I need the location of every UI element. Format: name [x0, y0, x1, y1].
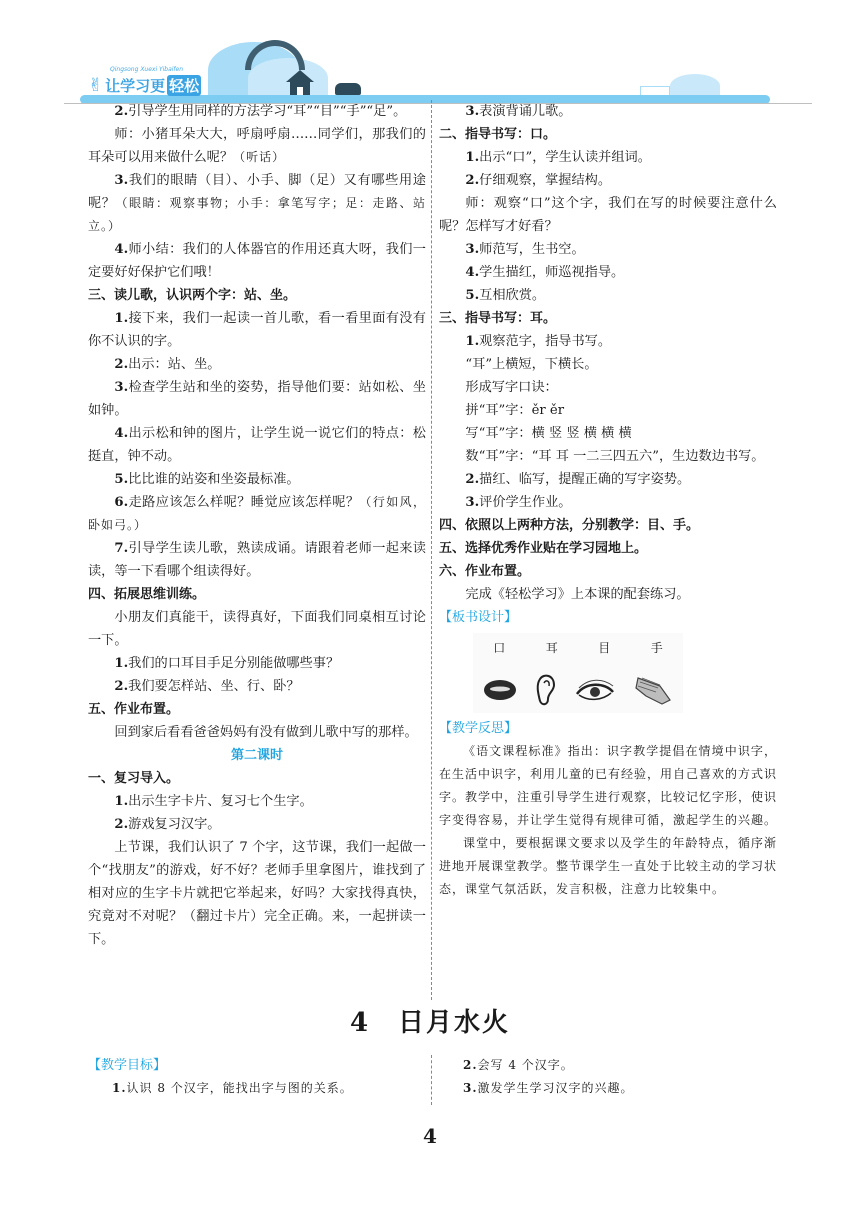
paragraph-text: 回到家后看看爸爸妈妈有没有做到儿歌中写的那样。: [114, 725, 418, 740]
rabbit-logo-icon: ✌: [88, 75, 104, 96]
item-number: 1.: [114, 656, 129, 671]
item-number: 2.: [114, 817, 129, 832]
item-number: 5.: [465, 288, 480, 303]
paragraph-text: 学生描红，师巡视指导。: [479, 265, 625, 280]
item-number: 3.: [114, 380, 129, 395]
logo-text: 让学习更: [105, 77, 166, 95]
answer-note: （行如风，卧如弓。）: [88, 495, 426, 532]
paragraph-text: 拼“耳”字：ěr ěr: [465, 403, 565, 418]
paragraph-text: 引导学生读儿歌，熟读成诵。请跟着老师一起来读读，等一下看哪个组读得好。: [88, 541, 426, 579]
lesson-period-title: 第二课时: [230, 748, 283, 763]
goal-item: [439, 1077, 777, 1100]
section-heading: 三、指导书写：耳。: [439, 311, 557, 326]
paragraph-text: 引导学生用同样的方法学习“耳”“目”“手”“足”。: [128, 104, 407, 119]
section-heading: 一、复习导入。: [88, 771, 180, 786]
paragraph: [88, 238, 426, 284]
item-number: 3.: [465, 242, 480, 257]
section-heading: 三、读儿歌，认识两个字：站、坐。: [88, 288, 297, 303]
answer-note: （眼睛：观察事物；小手：拿笔写字；足：走路、站立。）: [88, 196, 426, 233]
paragraph: [439, 376, 777, 399]
paragraph: [88, 169, 426, 238]
paragraph: [88, 836, 426, 951]
right-column: [439, 100, 777, 901]
paragraph: [439, 238, 777, 261]
hand-icon: [634, 674, 674, 706]
paragraph: [439, 583, 777, 606]
paragraph-text: 形成写字口诀：: [465, 380, 558, 395]
teaching-goals-left: [88, 1054, 426, 1100]
paragraph: [88, 468, 426, 491]
lesson-title: 4 日月水火: [349, 1008, 511, 1038]
item-number: 1.: [114, 311, 129, 326]
board-char: 手: [650, 641, 663, 655]
item-number: 2.: [465, 173, 480, 188]
teaching-goals-label: 【教学目标】: [88, 1058, 167, 1073]
logo: [88, 66, 201, 96]
paragraph: [439, 146, 777, 169]
paragraph-text: 互相欣赏。: [479, 288, 546, 303]
paragraph-text: 我们要怎样站、坐、行、卧？: [128, 679, 300, 694]
logo-highlight: 轻松: [169, 77, 200, 95]
item-number: 5.: [114, 472, 129, 487]
teaching-goals-right: [439, 1054, 777, 1100]
paragraph: [439, 261, 777, 284]
item-number: 4.: [465, 265, 480, 280]
house-icon: [286, 70, 314, 96]
page-number: 4: [423, 1124, 437, 1148]
paragraph: [88, 353, 426, 376]
ear-icon: [536, 673, 556, 707]
paragraph-text: 我们的眼睛（目）、小手、脚（足）又有哪些用途呢？: [88, 173, 426, 211]
goal-item: [88, 1077, 426, 1100]
item-number: 2.: [114, 104, 129, 119]
left-column: [88, 100, 426, 951]
goal-text: 激发学生学习汉字的兴趣。: [477, 1081, 634, 1095]
item-number: 2.: [465, 472, 480, 487]
paragraph: [439, 445, 777, 468]
goal-number: 3.: [463, 1081, 478, 1095]
header-banner: [80, 40, 770, 104]
paragraph: [439, 399, 777, 422]
paragraph-text: 描红、临写，提醒正确的写字姿势。: [479, 472, 691, 487]
paragraph-text: 师范写，生书空。: [479, 242, 585, 257]
paragraph: [88, 537, 426, 583]
section-heading: 四、拓展思维训练。: [88, 587, 206, 602]
goal-number: 1.: [112, 1081, 127, 1095]
item-number: 2.: [114, 357, 129, 372]
paragraph: [88, 100, 426, 123]
board-char: 口: [493, 641, 506, 655]
paragraph: [88, 652, 426, 675]
column-divider: [431, 1055, 432, 1105]
goal-number: 2.: [463, 1058, 478, 1072]
paragraph: [439, 192, 777, 238]
paragraph-text: 出示生字卡片、复习七个生字。: [128, 794, 313, 809]
paragraph-text: 游戏复习汉字。: [128, 817, 221, 832]
paragraph-text: 我们的口耳目手足分别能做哪些事？: [128, 656, 340, 671]
paragraph: [439, 491, 777, 514]
paragraph-text: 小朋友们真能干，读得真好，下面我们同桌相互讨论一下。: [88, 610, 426, 648]
paragraph: [88, 606, 426, 652]
paragraph: [439, 100, 777, 123]
fence-icon: [640, 86, 670, 95]
paragraph-text: 评价学生作业。: [479, 495, 572, 510]
answer-note: （听话）: [233, 150, 286, 164]
paragraph: [439, 169, 777, 192]
paragraph-text: 出示松和钟的图片，让学生说一说它们的特点：松挺直，钟不动。: [88, 426, 426, 464]
paragraph: [439, 468, 777, 491]
paragraph-text: 师：小猪耳朵大大，呼扇呼扇……同学们，那我们的耳朵可以用来做什么呢？: [88, 127, 426, 165]
paragraph-text: 仔细观察，掌握结构。: [479, 173, 612, 188]
section-heading: 五、选择优秀作业贴在学习园地上。: [439, 541, 648, 556]
section-heading: 二、指导书写：口。: [439, 127, 557, 142]
paragraph: [88, 123, 426, 169]
board-design-figure: [473, 633, 683, 713]
board-char: 耳: [545, 641, 558, 655]
item-number: 1.: [114, 794, 129, 809]
section-heading: 四、依照以上两种方法，分别教学：目、手。: [439, 518, 700, 533]
reflection-paragraph: 《语文课程标准》指出：识字教学提倡在情境中识字，在生活中识字，利用儿童的已有经验，用自己喜欢的方式识字。教学中，注重引导学生进行观察，比较记忆字形，使识字变得容易，并让学生觉得有规律可循，激起学生的兴趣。: [439, 744, 778, 827]
paragraph-text: 师：观察“口”这个字，我们在写的时候要注意什么呢？怎样写才好看？: [439, 196, 777, 234]
item-number: 3.: [465, 495, 480, 510]
paragraph-text: 出示“口”，学生认读并组词。: [479, 150, 651, 165]
paragraph: [439, 422, 777, 445]
paragraph: [439, 284, 777, 307]
item-number: 3.: [114, 173, 129, 188]
item-number: 4.: [114, 242, 129, 257]
item-number: 3.: [465, 104, 480, 119]
section-heading: 五、作业布置。: [88, 702, 180, 717]
paragraph: [88, 790, 426, 813]
paragraph-text: 接下来，我们一起读一首儿歌，看一看里面有没有你不认识的字。: [88, 311, 426, 349]
column-divider: [431, 100, 432, 1000]
item-number: 7.: [114, 541, 129, 556]
item-number: 1.: [465, 334, 480, 349]
item-number: 6.: [114, 495, 129, 510]
paragraph-text: 出示：站、坐。: [128, 357, 221, 372]
lips-icon: [483, 679, 517, 701]
paragraph-text: “耳”上横短，下横长。: [465, 357, 598, 372]
paragraph-text: 上节课，我们认识了 7 个字，这节课，我们一起做一个“找朋友”的游戏，好不好？老师手里拿图片，谁找到了相对应的生字卡片就把它举起来，好吗？大家找得真快，究竟对不对呢？（翻过卡片）完全正确。来，一起拼读一下。: [88, 840, 426, 947]
paragraph-text: 数“耳”字：“耳 耳 一二三四五六”，生边数边书写。: [465, 449, 765, 464]
item-number: 1.: [465, 150, 480, 165]
paragraph-text: 完成《轻松学习》上本课的配套练习。: [465, 587, 690, 602]
paragraph: [88, 491, 426, 537]
paragraph-text: 走路应该怎么样呢？睡觉应该怎样呢？: [128, 495, 360, 510]
paragraph-text: 写“耳”字：横 竖 竖 横 横 横: [465, 426, 632, 441]
paragraph-text: 检查学生站和坐的姿势，指导他们要：站如松、坐如钟。: [88, 380, 426, 418]
paragraph: [88, 422, 426, 468]
section-heading: 六、作业布置。: [439, 564, 531, 579]
paragraph: [88, 376, 426, 422]
paragraph-text: 表演背诵儿歌。: [479, 104, 572, 119]
paragraph: [88, 721, 426, 744]
board-design-label: 【板书设计】: [439, 610, 518, 625]
board-char: 目: [598, 641, 611, 655]
paragraph: [88, 307, 426, 353]
item-number: 4.: [114, 426, 129, 441]
paragraph-text: 观察范字，指导书写。: [479, 334, 612, 349]
reflection-label: 【教学反思】: [439, 721, 518, 736]
paragraph: [439, 353, 777, 376]
item-number: 2.: [114, 679, 129, 694]
paragraph: [439, 330, 777, 353]
goal-text: 会写 4 个汉字。: [477, 1058, 574, 1072]
goal-item: [439, 1054, 777, 1077]
goal-text: 认识 8 个汉字，能找出字与图的关系。: [126, 1081, 353, 1095]
eye-icon: [575, 678, 615, 702]
car-icon: [335, 83, 361, 95]
paragraph-text: 比比谁的站姿和坐姿最标准。: [128, 472, 300, 487]
reflection-paragraph: 课堂中，要根据课文要求以及学生的年龄特点，循序渐进地开展课堂教学。整节课学生一直处于比较主动的学习状态，课堂气氛活跃，发言积极，注意力比较集中。: [439, 836, 778, 896]
paragraph: [88, 675, 426, 698]
paragraph: [88, 813, 426, 836]
paragraph-text: 师小结：我们的人体器官的作用还真大呀，我们一定要好好保护它们哦！: [88, 242, 426, 280]
logo-pinyin: Qingsong Xuexi Yibaifen: [110, 66, 184, 73]
